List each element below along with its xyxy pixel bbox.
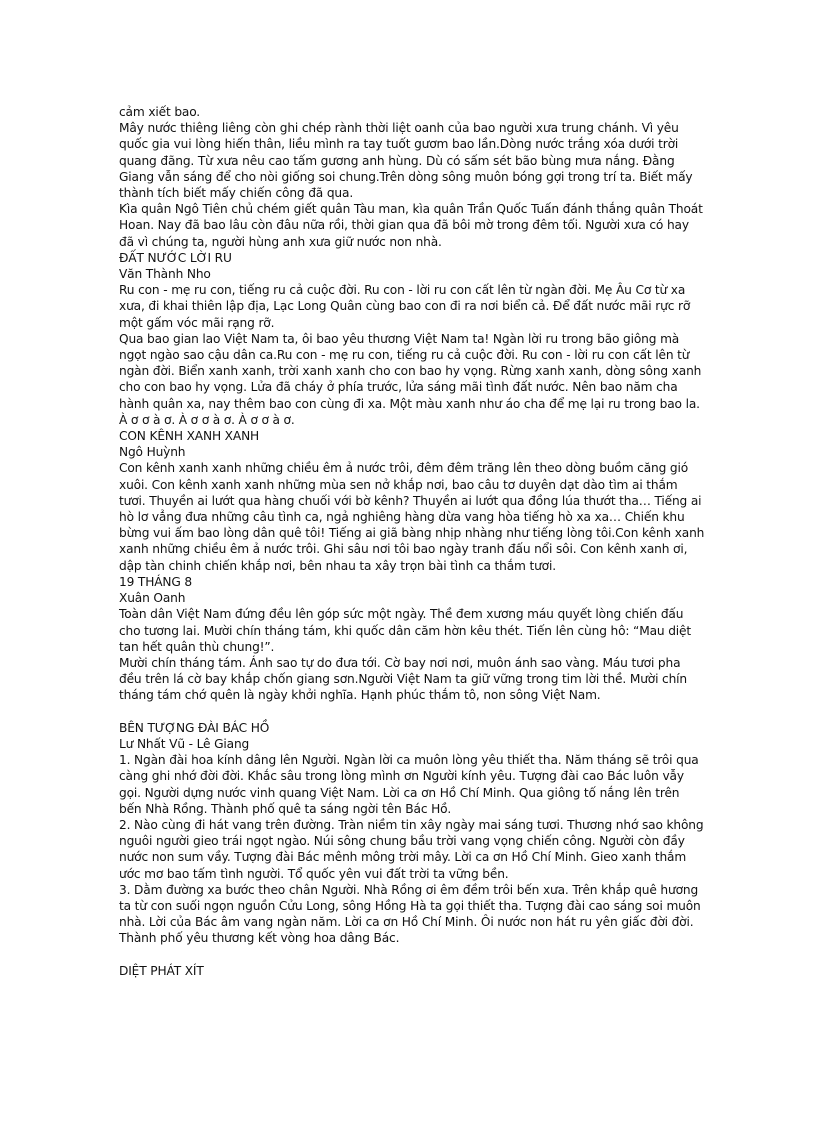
song-title: DIỆT PHÁT XÍT	[119, 963, 204, 978]
paragraph: Kìa quân Ngô Tiên chủ chém giết quân Tàu man, kìa quân Trần Quốc Tuấn đánh thắng quân Thoát Hoan. Nay đã bao lâu còn đâu nữa rồi, thời gian qua đã bôi mờ trong đêm tối. Người xưa có hay đã vì chúng ta, người hùng anh xưa giữ nước non nhà.	[119, 202, 703, 249]
song-title: ĐẤT NƯỚC LỜI RU	[119, 250, 232, 265]
paragraph: Mây nước thiêng liêng còn ghi chép rành thời liệt oanh của bao người xưa trung chánh. Vì yêu quốc gia vui lòng hiến thân, liều mình ra tay tuốt gươm bao lần.Dòng nước trắng xóa dưới trời quang đãng. Từ xưa nêu cao tấm gương anh hùng. Dù có sấm sét bão bùng mưa nắng. Đằng Giang vẫn sáng để cho nòi giống soi chung.Trên dòng sông muôn bóng gợi trong trí ta. Biết mấy thành tích biết mấy chiến công đã qua.	[119, 121, 693, 201]
song-title: CON KÊNH XANH XANH	[119, 429, 260, 444]
paragraph: Con kênh xanh xanh những chiều êm ả nước trôi, đêm đêm trăng lên theo dòng buồm căng gió xuôi. Con kênh xanh xanh những mùa sen nở khắp nơi, bao câu tơ duyên dạt dào tìm ai thắm tươi. Thuyền ai lướt qua hàng chuối với bờ kênh? Thuyền ai lướt qua đồng lúa thướt tha… Tiếng ai hò lơ vẳng đưa những câu tình ca, ngả nghiêng hàng dừa vang hòa tiếng hò xa xa… Chiến khu bừng vui ấm bao lòng dân quê tôi! Tiếng ai giã bàng nhịp nhàng như tiếng lòng tôi.Con kênh xanh xanh những chiều êm ả nước trôi. Ghi sâu nơi tôi bao ngày tranh đấu nổi sôi. Con kênh xanh ơi, dập tàn chinh chiến khắp nơi, bên nhau ta xây trọn bài tình ca thắm tươi.	[119, 461, 705, 573]
text-line: cảm xiết bao.	[119, 105, 201, 119]
song-author: Văn Thành Nho	[119, 267, 211, 282]
song-author: Lư Nhất Vũ - Lê Giang	[119, 736, 250, 751]
verse: 1. Ngàn đài hoa kính dâng lên Người. Ngàn lời ca muôn lòng yêu thiết tha. Năm tháng sẽ trôi qua càng ghi nhớ đời đời. Khắc sâu trong lòng mình ơn Người kính yêu. Tượng đài cao Bác luôn vẫy gọi. Người dựng nước vinh quang Việt Nam. Lời ca ơn Hồ Chí Minh. Qua giông tố nắng lên trên bến Nhà Rồng. Thành phố quê ta sáng ngời tên Bác Hồ.	[119, 753, 699, 816]
document-body	[119, 104, 705, 979]
song-title: 19 THÁNG 8	[119, 574, 193, 589]
blank-line	[119, 947, 705, 963]
verse: 2. Nào cùng đi hát vang trên đường. Tràn niềm tin xây ngày mai sáng tươi. Thương nhớ sao không nguôi người gieo trái ngọt ngào. Núi sông chung bầu trời vang vọng chiến công. Người còn đầy nước non sum vầy. Tượng đài Bác mênh mông trời mây. Lời ca ơn Hồ Chí Minh. Gieo xanh thắm ước mơ bao tấm tình người. Tổ quốc yên vui đất trời ta vững bền.	[119, 817, 704, 881]
song-title: BÊN TƯỢNG ĐÀI BÁC HỒ	[119, 720, 270, 735]
verse: 3. Dằm đường xa bước theo chân Người. Nhà Rồng ơi êm đềm trôi bến xưa. Trên khắp quê hương ta từ con suối ngọn nguồn Cửu Long, sông Hồng Hà ta gọi thiết tha. Tượng đài cao sáng soi muôn nhà. Lời của Bác âm vang ngàn năm. Lời ca ơn Hồ Chí Minh. Ôi nước non hát ru yên giấc đời đời. Thành phố yêu thương kết vòng hoa dâng Bác.	[119, 882, 701, 946]
paragraph: Ru con - mẹ ru con, tiếng ru cả cuộc đời. Ru con - lời ru con cất lên từ ngàn đời. Mẹ Âu Cơ từ xa xưa, đi khai thiên lập địa, Lạc Long Quân cùng bao con đi ra nơi biển cả. Để đất nước mãi rực rỡ một gấm vóc mãi rạng rỡ.	[119, 283, 691, 330]
song-author: Ngô Huỳnh	[119, 445, 186, 460]
blank-line	[119, 704, 705, 720]
paragraph: Toàn dân Việt Nam đứng đều lên góp sức một ngày. Thề đem xương máu quyết lòng chiến đấu cho tương lai. Mười chín tháng tám, khi quốc dân căm hờn kêu thét. Tiến lên cùng hô: “Mau diệt tan hết quân thù chung!”.	[119, 607, 692, 654]
paragraph: Mười chín tháng tám. Ánh sao tự do đưa tới. Cờ bay nơi nơi, muôn ánh sao vàng. Máu tươi pha đều trên lá cờ bay khắp chốn giang sơn.Người Việt Nam ta giữ vững trong tim lời thề. Mười chín tháng tám chớ quên là ngày khởi nghĩa. Hạnh phúc thắm tô, non sông Việt Nam.	[119, 655, 687, 703]
paragraph: Qua bao gian lao Việt Nam ta, ôi bao yêu thương Việt Nam ta! Ngàn lời ru trong bão giông mà ngọt ngào sao cậu dân ca.Ru con - mẹ ru con, tiếng ru cả cuộc đời. Ru con - lời ru con cất lên từ ngàn đời. Biển xanh xanh, trời xanh xanh cho con bao hy vọng. Rừng xanh xanh, dòng sông xanh cho con bao hy vọng. Lửa đã cháy ở phía trước, lửa sáng mãi tình đất nước. Nên bao năm cha hành quân xa, nay thêm bao con cùng đi xa. Một màu xanh như áo cha để mẹ lại ru trong bao la. À ơ ơ à ơ. À ơ ơ à ơ. À ơ ơ à ơ.	[119, 331, 702, 427]
song-author: Xuân Oanh	[119, 591, 186, 606]
